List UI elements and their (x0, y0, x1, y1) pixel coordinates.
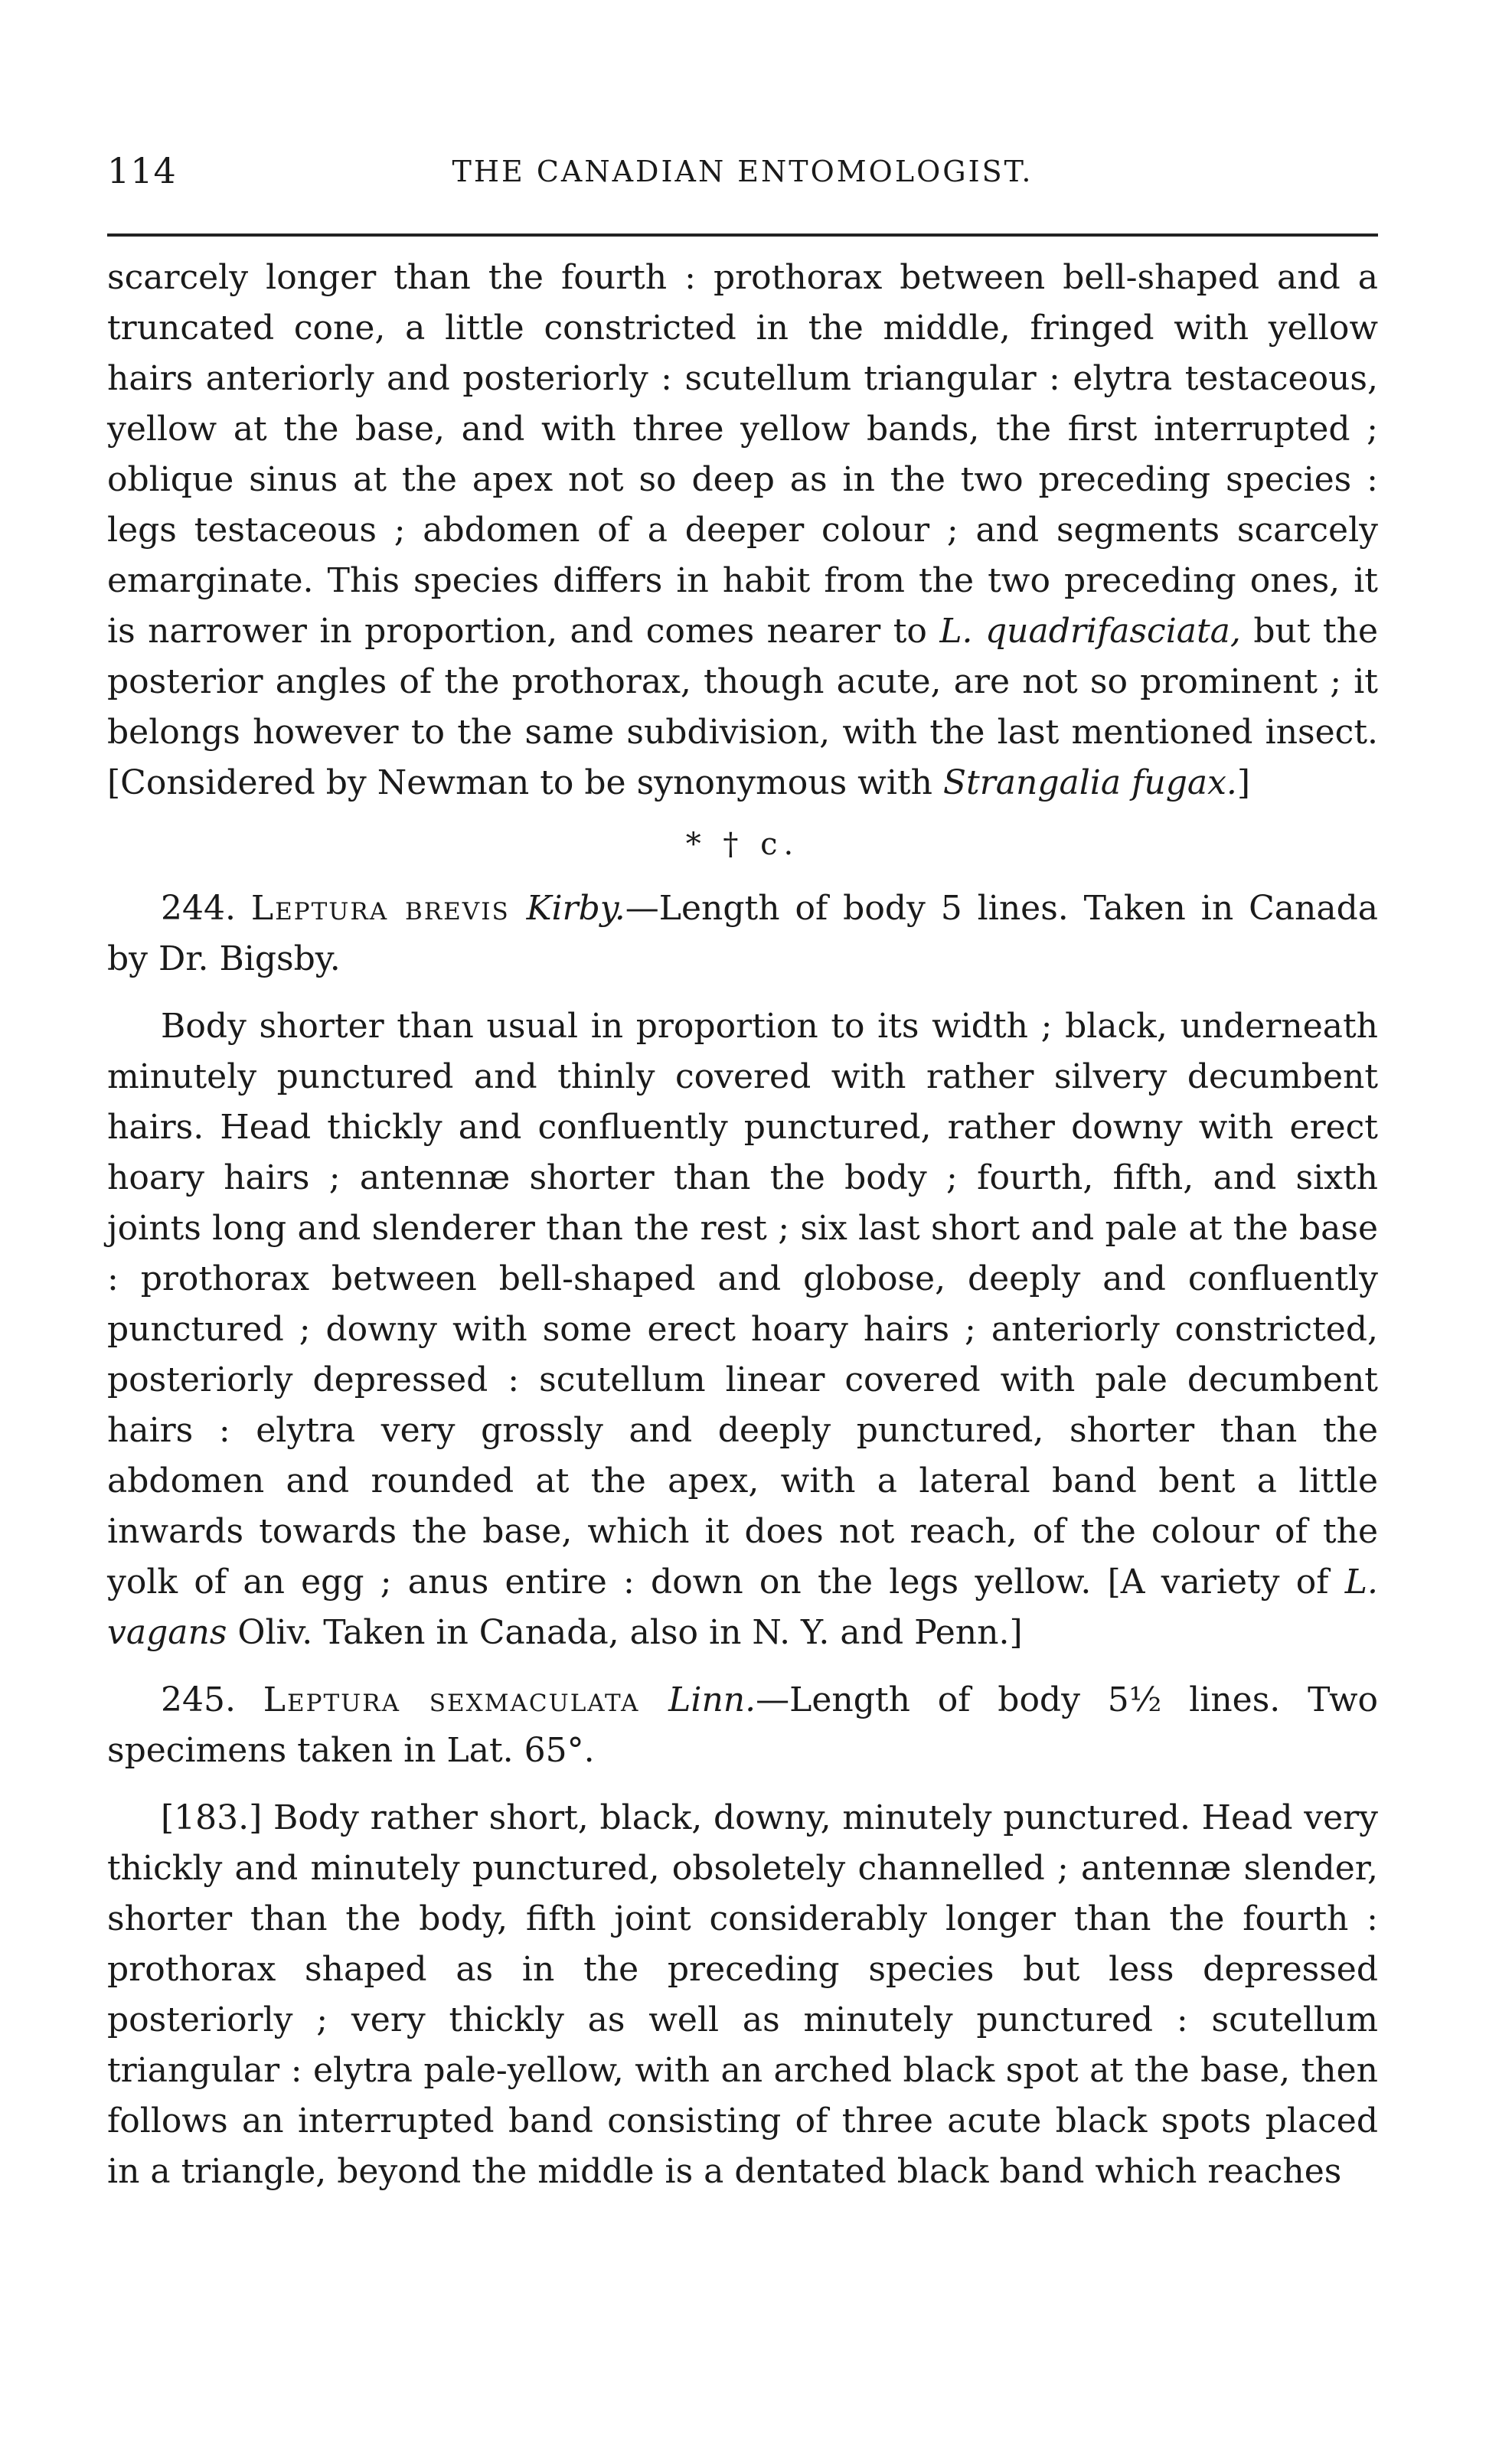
body-text (107, 253, 1378, 2197)
species-name: L. vagans (107, 1562, 1378, 1652)
species-name: Strangalia fugax. (942, 763, 1237, 802)
description-244: Body shorter than usual in proportion to its width ; black, underneath minutely punctured and thinly covered with rather silvery decumbent hairs. Head thickly and confluently punctured, rather downy with erect hoary hairs ; antennæ shorter than the body ; fourth, fifth, and sixth joints long and slenderer than the rest ; six last short and pale at the base : prothorax between bell-shaped and globose, deeply and confluently punctured ; downy with some erect hoary hairs ; anteriorly constricted, posteriorly depressed : scutellum linear covered with pale decumbent hairs : elytra very grossly and deeply punctured, shorter than the abdomen and rounded at the apex, with a lateral band bent a little inwards towards the base, which it does not reach, of the colour of the yolk of an egg ; anus entire : down on the legs yellow. [A variety of L. vagans Oliv. Taken in Canada, also in N. Y. and Penn.] (107, 1007, 1378, 1652)
paragraph-continuation: scarcely longer than the fourth : prothorax between bell-shaped and a truncated cone, a little constricted in the middle, fringed with yellow hairs anteriorly and posteriorly : scutellum triangular : elytra testaceous, yellow at the base, and with three yellow bands, the first interrupted ; oblique sinus at the apex not so deep as in the two preceding species : legs testaceous ; abdomen of a deeper colour ; and segments scarcely emarginate. This species differs in habit from the two preceding ones, it is narrower in proportion, and comes nearer to L. quadrifasciata, but the posterior angles of the prothorax, though acute, are not so prominent ; it belongs however to the same subdivision, with the last mentioned insect. [Considered by Newman to be synonymous with Strangalia fugax.] (107, 258, 1378, 802)
page-number: 114 (107, 150, 177, 191)
entry-heading-245: 245. Leptura sexmaculata Linn.—Length of body 5½ lines. Two specimens taken in Lat. 65°. (107, 1680, 1378, 1770)
entry-heading-244: 244. Leptura brevis Kirby.—Length of body 5 lines. Taken in Canada by Dr. Bigsby. (107, 889, 1378, 978)
running-title: THE CANADIAN ENTOMOLOGIST. (452, 155, 1034, 188)
species-epithet: brevis (388, 889, 527, 928)
genus-name: Leptura (263, 1680, 401, 1719)
author-name: Kirby. (526, 889, 625, 928)
section-marks: * † c. (685, 827, 800, 862)
description-245: [183.] Body rather short, black, downy, minutely punctured. Head very thickly and minutely punctured, obsoletely channelled ; antennæ slender, shorter than the body, fifth joint considerably longer than the fourth : prothorax shaped as in the preceding species but less depressed posteriorly ; very thickly as well as minutely punctured : scutellum triangular : elytra pale-yellow, with an arched black spot at the base, then follows an interrupted band consisting of three acute black spots placed in a triangle, beyond the middle is a dentated black band which reaches (107, 1798, 1378, 2191)
header-rule (107, 233, 1378, 237)
genus-name: Leptura (250, 889, 389, 928)
species-epithet: sexmaculata (400, 1680, 669, 1719)
species-name: L. quadrifasciata, (939, 612, 1241, 651)
author-name: Linn. (668, 1680, 756, 1719)
page-header (107, 150, 1378, 204)
